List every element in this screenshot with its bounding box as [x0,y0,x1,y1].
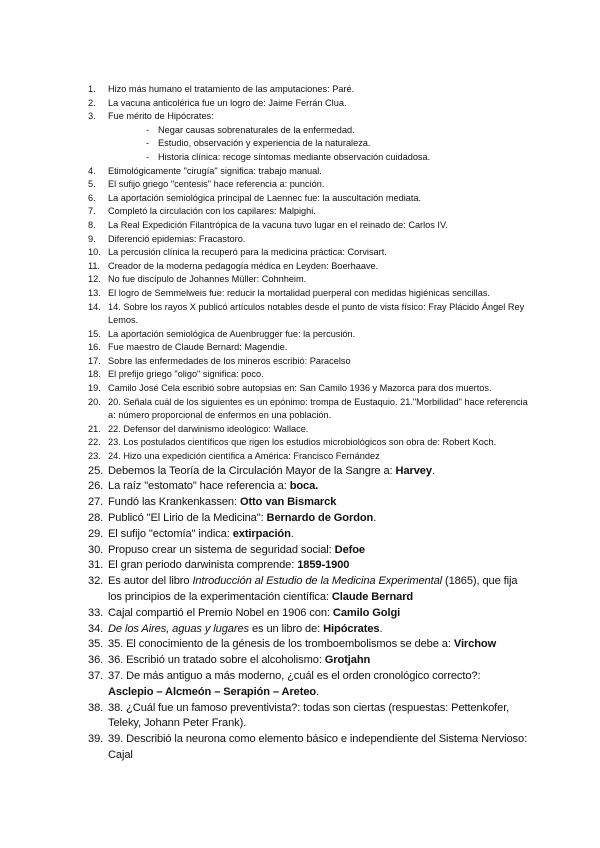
item-text: Creador de la moderna pedagogía médica en Leyden: Boerhaave. [108,260,379,271]
item-number: 18. [88,369,101,380]
item-text: Sobre las enfermedades de los mineros escribió: Paracelso [108,355,351,366]
question-item [88,574,528,606]
item-text: 24. Hizo una expedición científica a América: Francisco Fernández [108,451,380,462]
question-item [88,669,528,701]
item-number: 6. [88,192,96,203]
item-text: Propuso crear un sistema de seguridad social: [108,543,335,556]
item-answer: Claude Bernard [331,591,414,603]
item-number: 28. [88,512,104,525]
item-text-mid: (1865), que fija los principios de la experimentación científica: [108,575,518,603]
item-number: 15. [88,328,101,339]
question-item [88,273,528,287]
question-item [88,110,528,164]
question-item [88,436,528,450]
item-number: 29. [88,527,104,540]
question-item [88,165,528,179]
item-text: Publicó "El Lirio de la Medicina": [108,512,267,525]
item-number: 32. [88,575,104,588]
item-number: 5. [88,179,96,190]
item-answer: extirpación [232,527,291,540]
item-number: 35. [88,638,104,651]
question-item [88,637,528,653]
item-number: 7. [88,206,96,217]
item-answer: Asclepio – Alcmeón – Serapión – Areteo [108,685,317,698]
item-number: 13. [88,287,101,298]
question-item [88,233,528,247]
item-text: El prefijo griego "oligo" significa: poco. [108,369,264,380]
item-italic-title: De los Aires, aguas y lugares [108,622,249,635]
item-number: 33. [88,606,104,619]
question-item [88,527,528,543]
item-text-post: . [373,512,377,525]
item-number: 37. [88,669,104,682]
item-number: 10. [88,247,101,258]
item-answer: Camilo Golgi [332,606,401,619]
item-number: 20. [88,396,101,407]
item-number: 8. [88,219,96,230]
item-text: Hizo más humano el tratamiento de las amputaciones: Paré. [108,84,355,94]
question-item [88,732,528,764]
item-answer: Otto van Bismarck [239,496,337,509]
question-list [88,83,528,764]
item-text-post: . [290,527,294,540]
question-item [88,341,528,355]
question-item [88,543,528,559]
item-number: 14. [88,301,101,312]
item-answer: Hipócrates [323,622,380,635]
item-text: Fundó las Krankenkassen: [108,496,240,509]
item-text: 14. Sobre los rayos X publicó artículos notables desde el punto de vista físico: Fray Plácido Ángel Rey Lemos. [108,301,525,326]
sub-item: - Estudio, observación y experiencia de la naturaleza. [146,137,528,151]
item-italic-title: Introducción al Estudio de la Medicina Experimental [192,575,443,588]
question-item [88,464,528,480]
item-text: 39. Describió la neurona como elemento básico e independiente del Sistema Nervioso: Cajal [108,733,528,761]
sub-list [108,124,528,165]
item-number: 17. [88,355,101,366]
question-item [88,301,528,328]
question-item [88,219,528,233]
item-text-mid: es un libro de: [248,622,324,635]
item-text: Fue mérito de Hipócrates: [108,111,214,122]
item-text: La aportación semiológica principal de Laennec fue: la auscultación mediata. [108,192,422,203]
question-item [88,423,528,437]
item-number: 11. [88,260,101,271]
question-item [88,83,528,97]
question-item [88,558,528,574]
item-number: 4. [88,165,96,176]
item-text-post: . [379,622,383,635]
item-text-post: . [431,464,435,477]
item-text: Completó la circulación con los capilares: Malpighi. [108,206,316,217]
item-text: La vacuna anticolérica fue un logro de: Jaime Ferrán Clua. [108,97,347,108]
item-text: Diferenció epidemias: Fracastoro. [108,233,246,244]
item-number: 30. [88,543,104,556]
item-number: 31. [88,559,104,572]
question-item [88,368,528,382]
item-text: No fue discípulo de Johannes Müller: Cohnheim. [108,274,307,285]
item-text: 35. El conocimiento de la génesis de los tromboembolismos se debe a: [108,638,454,651]
question-item [88,653,528,669]
question-item [88,511,528,527]
item-text: La raíz "estomato" hace referencia a: [108,480,290,493]
item-text: 38. ¿Cuál fue un famoso preventivista?: todas son ciertas (respuestas: Pettenkofer, Teleky, Johann Peter Frank). [108,701,510,730]
item-answer: Bernardo de Gordon [266,512,374,525]
item-number: 3. [88,111,96,122]
item-number: 1. [88,84,96,94]
question-item [88,606,528,622]
question-item [88,97,528,111]
item-number: 34. [88,622,104,635]
question-item [88,396,528,423]
question-item [88,450,528,464]
question-item [88,701,528,733]
item-text: El sufijo "ectomía" indica: [108,527,233,540]
question-item [88,355,528,369]
item-number: 19. [88,383,101,394]
item-number: 26. [88,480,104,493]
question-item [88,622,528,638]
question-item [88,328,528,342]
item-number: 27. [88,496,104,509]
item-answer: Virchow [453,638,497,651]
item-text: Cajal compartió el Premio Nobel en 1906 con: [108,606,333,619]
item-text: La percusión clínica la recuperó para la medicina práctica: Corvisart. [108,247,387,258]
item-answer: Grotjahn [324,654,371,667]
item-answer: Defoe [334,543,365,556]
item-number: 9. [88,233,96,244]
item-text: 36. Escribió un tratado sobre el alcoholismo: [108,654,325,667]
item-number: 21. [88,423,101,434]
sub-item: - Negar causas sobrenaturales de la enfermedad. [146,124,528,138]
question-item [88,178,528,192]
item-number: 36. [88,654,104,667]
item-text: 20. Señala cuál de los siguientes es un epónimo: trompa de Eustaquio. 21."Morbilidad" hace referencia a: número proporcional de enfermos en una población. [108,396,528,421]
item-text: La aportación semiológica de Auenbrugger fue: la percusión. [108,328,356,339]
question-item [88,260,528,274]
item-text: El gran periodo darwinista comprende: [108,559,298,572]
item-text: La Real Expedición Filantrópica de la vacuna tuvo lugar en el reinado de: Carlos IV. [108,219,448,230]
item-text-post: . [316,685,320,698]
item-number: 22. [88,437,101,448]
question-item [88,479,528,495]
item-text: Es autor del libro [108,575,193,588]
item-text: 37. De más antiguo a más moderno, ¿cuál es el orden cronológico correcto?: [108,669,481,682]
item-text: 23. Los postulados científicos que rigen los estudios microbiológicos son obra de: Robert Koch. [108,437,497,448]
item-text: Debemos la Teoría de la Circulación Mayor de la Sangre a: [108,464,396,477]
item-number: 23. [88,451,101,462]
item-number: 16. [88,342,101,353]
question-item [88,192,528,206]
question-item [88,495,528,511]
item-number: 38. [88,701,104,714]
item-text: Etimológicamente "cirugía" significa: trabajo manual. [108,165,322,176]
item-number: 2. [88,97,96,108]
item-text: El sufijo griego "centesis" hace referencia a: punción. [108,179,325,190]
item-text: Camilo José Cela escribió sobre autopsias en: San Camilo 1936 y Mazorca para dos muertos. [108,383,492,394]
sub-item: - Historia clínica: recoge síntomas mediante observación cuidadosa. [146,151,528,165]
item-answer: boca. [289,480,319,493]
item-answer: 1859-1900 [297,559,350,572]
item-number: 12. [88,274,101,285]
question-item [88,246,528,260]
item-text: 22. Defensor del darwinismo ideológico: Wallace. [108,423,309,434]
item-number: 25. [88,464,104,477]
question-item [88,382,528,396]
item-number: 39. [88,733,104,746]
question-item [88,205,528,219]
question-item [88,287,528,301]
item-text: El logro de Semmelweis fue: reducir la mortalidad puerperal con medidas higiénicas sencillas. [108,287,490,298]
item-text: Fue maestro de Claude Bernard: Magendie. [108,342,288,353]
item-answer: Harvey [395,464,432,477]
